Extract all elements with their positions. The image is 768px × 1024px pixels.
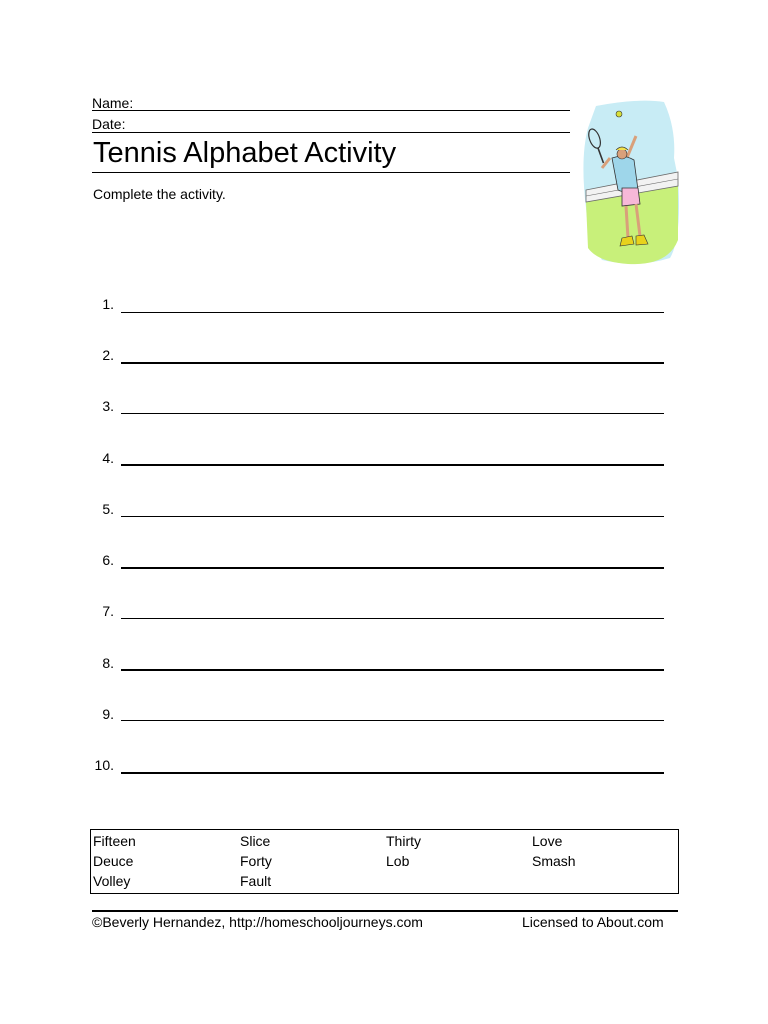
answer-line-3[interactable] (121, 413, 664, 414)
word-bank-item: Lob (386, 853, 410, 869)
word-bank (90, 829, 679, 894)
answer-line-10[interactable] (121, 772, 664, 774)
instructions: Complete the activity. (93, 186, 226, 202)
answer-line-1[interactable] (121, 312, 664, 313)
answer-number-10: 10. (94, 757, 114, 773)
title-underline (92, 172, 570, 173)
answer-line-6[interactable] (121, 567, 664, 569)
copyright-text: ©Beverly Hernandez, http://homeschooljourneys.com (92, 914, 423, 930)
word-bank-item: Fifteen (93, 833, 136, 849)
answer-line-4[interactable] (121, 464, 664, 466)
word-bank-item: Volley (93, 873, 131, 889)
word-bank-item: Slice (240, 833, 271, 849)
answer-number-4: 4. (102, 450, 114, 466)
license-text: Licensed to About.com (522, 914, 664, 930)
answer-line-5[interactable] (121, 516, 664, 517)
word-bank-item: Forty (240, 853, 272, 869)
date-label: Date: (92, 116, 126, 132)
footer-divider (92, 910, 678, 912)
date-field-line[interactable] (92, 132, 570, 133)
answer-line-2[interactable] (121, 362, 664, 364)
answer-number-1: 1. (102, 296, 114, 312)
word-bank-item: Smash (532, 853, 576, 869)
answer-number-7: 7. (102, 603, 114, 619)
name-field-line[interactable] (92, 110, 570, 111)
answer-number-5: 5. (102, 501, 114, 517)
answer-line-7[interactable] (121, 618, 664, 619)
answer-number-3: 3. (102, 398, 114, 414)
answer-number-2: 2. (102, 347, 114, 363)
word-bank-item: Deuce (93, 853, 134, 869)
word-bank-item: Love (532, 833, 563, 849)
tennis-player-serving-icon (578, 98, 682, 266)
answer-number-9: 9. (102, 706, 114, 722)
name-label: Name: (92, 95, 134, 111)
answer-line-8[interactable] (121, 669, 664, 671)
word-bank-item: Fault (240, 873, 272, 889)
answer-number-8: 8. (102, 655, 114, 671)
answer-number-6: 6. (102, 552, 114, 568)
word-bank-item: Thirty (386, 833, 421, 849)
page-title: Tennis Alphabet Activity (93, 137, 397, 169)
answer-line-9[interactable] (121, 720, 664, 721)
